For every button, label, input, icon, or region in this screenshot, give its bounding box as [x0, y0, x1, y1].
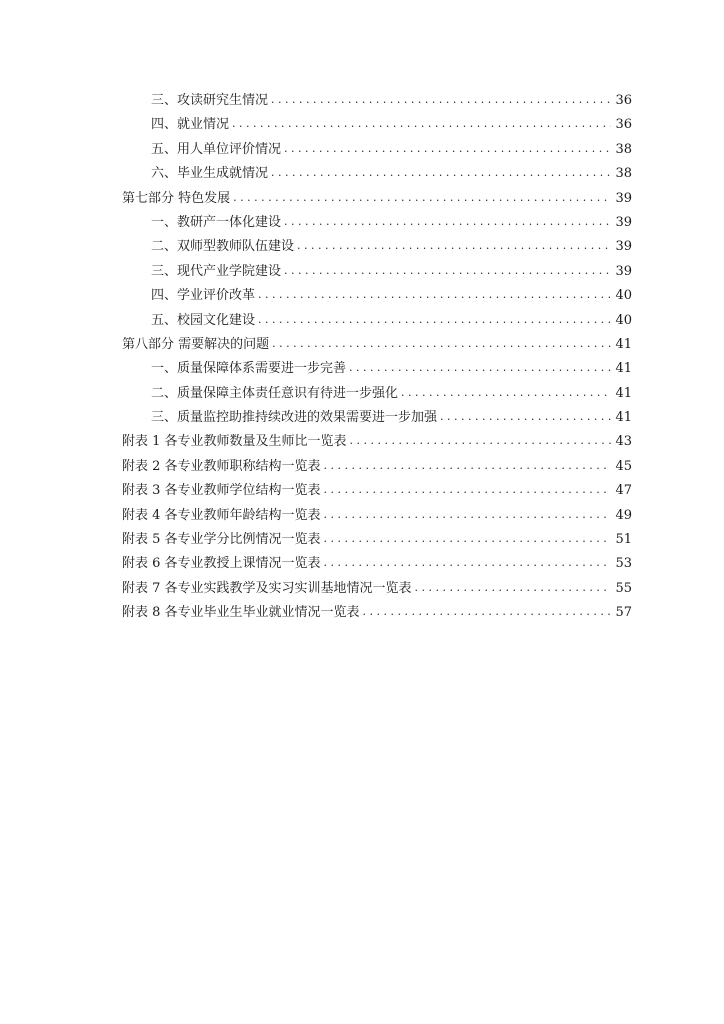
toc-entry[interactable] — [122, 479, 632, 503]
toc-entry[interactable] — [122, 113, 632, 137]
toc-dot-leader — [297, 234, 611, 258]
toc-page-number: 55 — [615, 580, 632, 596]
toc-entry-title: 附表 8 各专业毕业生毕业就业情况一览表 — [122, 605, 360, 621]
toc-page-number: 49 — [615, 507, 632, 523]
toc-entry-title: 附表 1 各专业教师数量及生师比一览表 — [122, 434, 347, 450]
toc-dot-leader — [324, 551, 612, 575]
toc-entry[interactable] — [122, 357, 632, 381]
toc-entry[interactable] — [122, 309, 632, 333]
toc-entry[interactable] — [122, 235, 632, 259]
toc-dot-leader — [272, 332, 611, 356]
toc-entry-title: 二、质量保障主体责任意识有待进一步强化 — [151, 385, 399, 401]
toc-page-number: 36 — [615, 117, 632, 133]
toc-entry-title: 三、质量监控助推持续改进的效果需要进一步加强 — [151, 410, 438, 426]
toc-entry[interactable] — [122, 455, 632, 479]
toc-entry-title: 附表 4 各专业教师年龄结构一览表 — [122, 507, 321, 523]
toc-page-number: 47 — [615, 483, 632, 499]
toc-entry-title: 三、现代产业学院建设 — [151, 263, 282, 279]
toc-dot-leader — [258, 283, 611, 307]
toc-page-number: 38 — [615, 141, 632, 157]
toc-entry-title: 五、用人单位评价情况 — [151, 141, 282, 157]
toc-entry-title: 四、就业情况 — [151, 117, 230, 133]
toc-entry-title: 二、双师型教师队伍建设 — [151, 239, 295, 255]
toc-entry[interactable] — [122, 211, 632, 235]
toc-page-number: 53 — [615, 556, 632, 572]
toc-entry[interactable] — [122, 138, 632, 162]
toc-dot-leader — [284, 259, 611, 283]
toc-dot-leader — [271, 88, 611, 112]
toc-entry[interactable] — [122, 162, 632, 186]
toc-entry[interactable] — [122, 430, 632, 454]
toc-dot-leader — [349, 356, 611, 380]
toc-dot-leader — [271, 161, 611, 185]
toc-page-number: 39 — [615, 190, 632, 206]
toc-entry[interactable] — [122, 406, 632, 430]
toc-page-number: 39 — [615, 239, 632, 255]
toc-dot-leader — [324, 478, 612, 502]
toc-entry-title: 一、质量保障体系需要进一步完善 — [151, 361, 347, 377]
toc-entry[interactable] — [122, 89, 632, 113]
toc-entry-title: 四、学业评价改革 — [151, 288, 256, 304]
toc-page-number: 41 — [615, 385, 632, 401]
toc-entry[interactable] — [122, 187, 632, 211]
toc-entry[interactable] — [122, 601, 632, 625]
toc-page-number: 43 — [615, 434, 632, 450]
toc-dot-leader — [350, 429, 612, 453]
toc-page-number: 57 — [615, 605, 632, 621]
toc-page-number: 39 — [615, 214, 632, 230]
toc-entry-title: 附表 3 各专业教师学位结构一览表 — [122, 483, 321, 499]
toc-entry-title: 附表 7 各专业实践教学及实习实训基地情况一览表 — [122, 580, 412, 596]
toc-entry-title: 附表 2 各专业教师职称结构一览表 — [122, 458, 321, 474]
toc-dot-leader — [284, 137, 611, 161]
toc-dot-leader — [324, 454, 612, 478]
toc-page-number: 40 — [615, 288, 632, 304]
toc-entry[interactable] — [122, 284, 632, 308]
toc-entry-title: 一、教研产一体化建设 — [151, 214, 282, 230]
toc-dot-leader — [233, 186, 611, 210]
toc-entry[interactable] — [122, 577, 632, 601]
toc-entry-title: 第七部分 特色发展 — [122, 190, 231, 206]
toc-dot-leader — [415, 576, 612, 600]
toc-entry-title: 三、攻读研究生情况 — [151, 93, 269, 108]
toc-page-number: 39 — [615, 263, 632, 279]
toc-page-number: 41 — [615, 361, 632, 377]
toc-page-number: 36 — [615, 93, 632, 108]
toc-entry[interactable] — [122, 382, 632, 406]
toc-page-number: 41 — [615, 336, 632, 352]
toc-entry-title: 六、毕业生成就情况 — [151, 166, 269, 182]
toc-dot-leader — [324, 527, 612, 551]
toc-page-number: 38 — [615, 166, 632, 182]
toc-entry[interactable] — [122, 333, 632, 357]
toc-entry-title: 五、校园文化建设 — [151, 312, 256, 328]
toc-entry[interactable] — [122, 260, 632, 284]
toc-page-number: 41 — [615, 410, 632, 426]
toc-entry-title: 附表 6 各专业教授上课情况一览表 — [122, 556, 321, 572]
toc-dot-leader — [363, 600, 612, 624]
table-of-contents — [122, 89, 632, 626]
toc-dot-leader — [258, 308, 611, 332]
toc-dot-leader — [440, 405, 611, 429]
toc-entry[interactable] — [122, 528, 632, 552]
toc-entry[interactable] — [122, 504, 632, 528]
toc-entry-title: 附表 5 各专业学分比例情况一览表 — [122, 532, 321, 548]
toc-dot-leader — [232, 112, 611, 136]
toc-page-number: 40 — [615, 312, 632, 328]
toc-dot-leader — [401, 381, 611, 405]
toc-page-number: 51 — [615, 532, 632, 548]
toc-dot-leader — [324, 503, 612, 527]
toc-entry[interactable] — [122, 552, 632, 576]
toc-entry-title: 第八部分 需要解决的问题 — [122, 336, 270, 352]
toc-dot-leader — [284, 210, 611, 234]
toc-page-number: 45 — [615, 458, 632, 474]
